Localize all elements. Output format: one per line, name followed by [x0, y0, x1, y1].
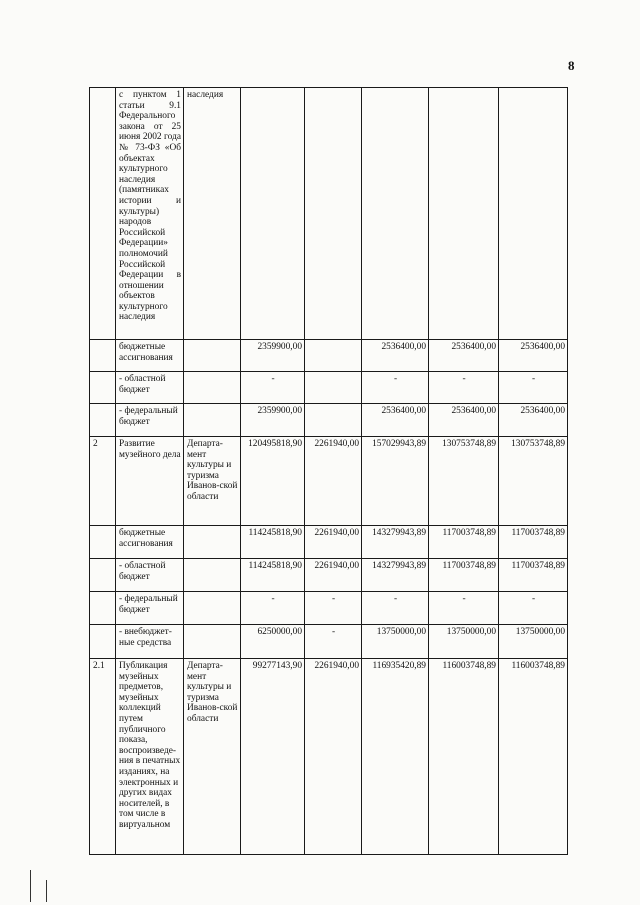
- row-executor: наследия: [184, 88, 241, 340]
- table-row: [90, 659, 568, 855]
- value-col-5: 2536400,00: [499, 340, 568, 372]
- value-col-1: 6250000,00: [241, 625, 305, 659]
- value-col-1: -: [241, 372, 305, 404]
- value-col-2: 2261940,00: [305, 437, 362, 526]
- table-row: [90, 88, 568, 340]
- value-col-3: 143279943,89: [362, 526, 429, 559]
- row-name: Публикация музейных предметов, музейных коллекций путем публичного показа, воспроизведе-ния в печатных изданиях, на электронных и других видах носителей, в том числе в виртуальном: [116, 659, 184, 855]
- row-name: - федеральный бюджет: [116, 404, 184, 437]
- value-col-4: 117003748,89: [429, 526, 499, 559]
- value-col-1: [241, 88, 305, 340]
- table-row: [90, 559, 568, 592]
- value-col-4: [429, 88, 499, 340]
- row-code: [90, 592, 116, 625]
- value-col-4: -: [429, 592, 499, 625]
- value-col-2: [305, 372, 362, 404]
- value-col-3: [362, 88, 429, 340]
- value-col-5: [499, 88, 568, 340]
- row-executor: Департа-мент культуры и туризма Иванов-ской области: [184, 437, 241, 526]
- value-col-3: 143279943,89: [362, 559, 429, 592]
- value-col-3: -: [362, 592, 429, 625]
- value-col-5: 13750000,00: [499, 625, 568, 659]
- value-col-1: 114245818,90: [241, 559, 305, 592]
- value-col-2: [305, 340, 362, 372]
- value-col-3: 2536400,00: [362, 404, 429, 437]
- value-col-3: 116935420,89: [362, 659, 429, 855]
- value-col-2: 2261940,00: [305, 526, 362, 559]
- value-col-4: 116003748,89: [429, 659, 499, 855]
- row-executor: Департа-мент культуры и туризма Иванов-ской области: [184, 659, 241, 855]
- row-code: [90, 404, 116, 437]
- table-row: [90, 404, 568, 437]
- table-row: [90, 625, 568, 659]
- value-col-1: -: [241, 592, 305, 625]
- value-col-5: 116003748,89: [499, 659, 568, 855]
- value-col-4: -: [429, 372, 499, 404]
- row-code: [90, 88, 116, 340]
- row-executor: [184, 625, 241, 659]
- row-code: [90, 625, 116, 659]
- value-col-1: 2359900,00: [241, 340, 305, 372]
- row-executor: [184, 340, 241, 372]
- value-col-4: 117003748,89: [429, 559, 499, 592]
- row-code: 2.1: [90, 659, 116, 855]
- value-col-3: 2536400,00: [362, 340, 429, 372]
- row-executor: [184, 526, 241, 559]
- row-name: бюджетные ассигнования: [116, 526, 184, 559]
- value-col-4: 13750000,00: [429, 625, 499, 659]
- value-col-3: 13750000,00: [362, 625, 429, 659]
- table-row: [90, 340, 568, 372]
- row-code: 2: [90, 437, 116, 526]
- value-col-2: 2261940,00: [305, 659, 362, 855]
- budget-table: [89, 87, 568, 855]
- row-name: Развитие музейного дела: [116, 437, 184, 526]
- value-col-4: 2536400,00: [429, 340, 499, 372]
- value-col-4: 130753748,89: [429, 437, 499, 526]
- value-col-5: 117003748,89: [499, 526, 568, 559]
- row-code: [90, 340, 116, 372]
- value-col-5: 117003748,89: [499, 559, 568, 592]
- table-row: [90, 372, 568, 404]
- value-col-5: 2536400,00: [499, 404, 568, 437]
- value-col-5: -: [499, 372, 568, 404]
- value-col-4: 2536400,00: [429, 404, 499, 437]
- value-col-1: 99277143,90: [241, 659, 305, 855]
- row-name: - внебюджет-ные средства: [116, 625, 184, 659]
- row-executor: [184, 559, 241, 592]
- value-col-5: -: [499, 592, 568, 625]
- row-name: - федеральный бюджет: [116, 592, 184, 625]
- scan-mark-left-inner: [46, 880, 47, 902]
- row-name: с пунктом 1 статьи 9.1 Федерального закона от 25 июня 2002 года № 73-ФЗ «Об объектах культурного наследия (памятниках истории и культуры) народов Российской Федерации» полномочий Российской Федерации в отношении объектов культурного наследия: [116, 88, 184, 340]
- value-col-2: [305, 404, 362, 437]
- scan-mark-left: [30, 870, 31, 902]
- value-col-3: -: [362, 372, 429, 404]
- row-code: [90, 559, 116, 592]
- table-row: [90, 592, 568, 625]
- row-executor: [184, 592, 241, 625]
- value-col-2: -: [305, 592, 362, 625]
- page-number: 8: [568, 58, 575, 73]
- row-name: - областной бюджет: [116, 372, 184, 404]
- table-row: [90, 526, 568, 559]
- value-col-2: 2261940,00: [305, 559, 362, 592]
- value-col-1: 120495818,90: [241, 437, 305, 526]
- row-name: - областной бюджет: [116, 559, 184, 592]
- value-col-1: 2359900,00: [241, 404, 305, 437]
- row-executor: [184, 372, 241, 404]
- value-col-2: [305, 88, 362, 340]
- row-executor: [184, 404, 241, 437]
- row-code: [90, 526, 116, 559]
- row-name: бюджетные ассигнования: [116, 340, 184, 372]
- value-col-5: 130753748,89: [499, 437, 568, 526]
- value-col-1: 114245818,90: [241, 526, 305, 559]
- value-col-3: 157029943,89: [362, 437, 429, 526]
- table-row: [90, 437, 568, 526]
- value-col-2: -: [305, 625, 362, 659]
- row-code: [90, 372, 116, 404]
